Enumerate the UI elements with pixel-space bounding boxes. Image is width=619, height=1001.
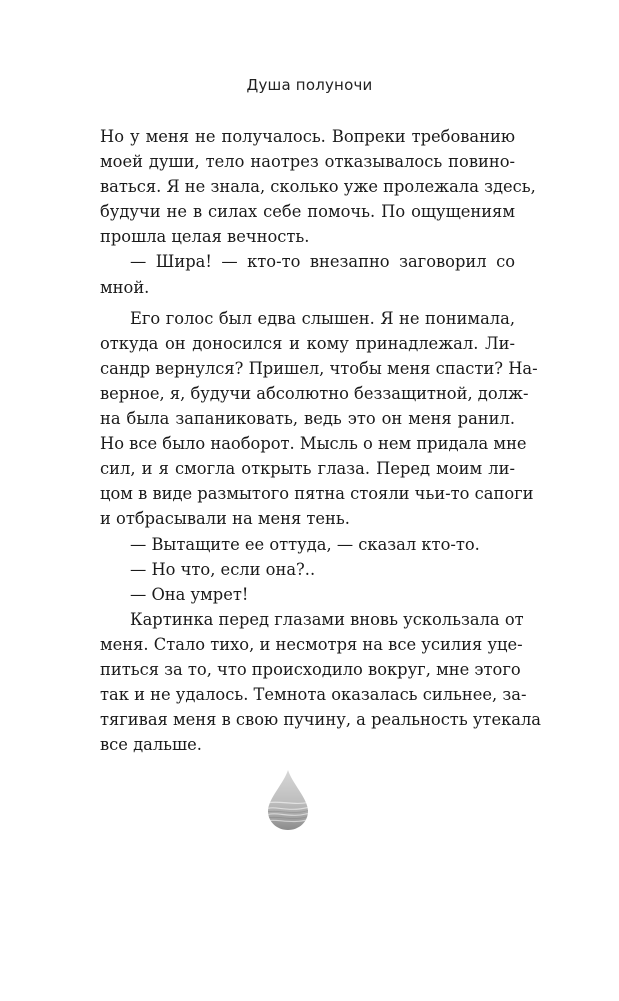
text-line: цом в виде размытого пятна стояли чьи-то сапоги <box>100 484 534 504</box>
text-line: тягивая меня в свою пучину, а реальность утекала <box>100 710 542 730</box>
text-line: меня. Стало тихо, и несмотря на все усилия уце- <box>100 634 523 654</box>
text-line: Его голос был едва слышен. Я не понимала, <box>130 308 515 328</box>
text-line: Но у меня не получалось. Вопреки требованию <box>100 127 515 146</box>
text-line: питься за то, что происходило вокруг, мне этого <box>100 659 521 679</box>
text-line: — Но что, если она?.. <box>130 559 316 579</box>
text-line: ваться. Я не знала, сколько уже пролежала здесь, <box>100 177 536 197</box>
text-line: будучи не в силах себе помочь. По ощущениям <box>100 202 515 222</box>
body-text <box>100 124 542 757</box>
drop-icon <box>266 769 310 831</box>
text-line: прошла целая вечность. <box>100 227 310 247</box>
text-line: — Она умрет! <box>130 584 249 604</box>
text-line: и отбрасывали на меня тень. <box>100 509 350 529</box>
text-line: сандр вернулся? Пришел, чтобы меня спасти? На- <box>100 358 538 378</box>
text-line: Но все было наоборот. Мысль о нем придала мне <box>100 434 527 454</box>
text-line: так и не удалось. Темнота оказалась сильнее, за- <box>100 685 527 705</box>
running-header: Душа полуночи <box>246 76 373 94</box>
text-line: верное, я, будучи абсолютно беззащитной, долж- <box>100 383 529 403</box>
text-line: мной. <box>100 277 150 297</box>
text-line: все дальше. <box>100 735 202 755</box>
text-line: сил, и я смогла открыть глаза. Перед моим ли- <box>100 459 515 479</box>
text-line: моей души, тело наотрез отказывалось повино- <box>100 152 515 172</box>
text-line: — Шира! — кто-то внезапно заговорил со <box>130 252 515 272</box>
text-line: Картинка перед глазами вновь ускользала от <box>130 609 524 629</box>
text-line: на была запаниковать, ведь это он меня ранил. <box>100 409 515 429</box>
text-line: откуда он доносился и кому принадлежал. Ли- <box>100 333 515 353</box>
text-line: — Вытащите ее оттуда, — сказал кто-то. <box>130 534 480 554</box>
